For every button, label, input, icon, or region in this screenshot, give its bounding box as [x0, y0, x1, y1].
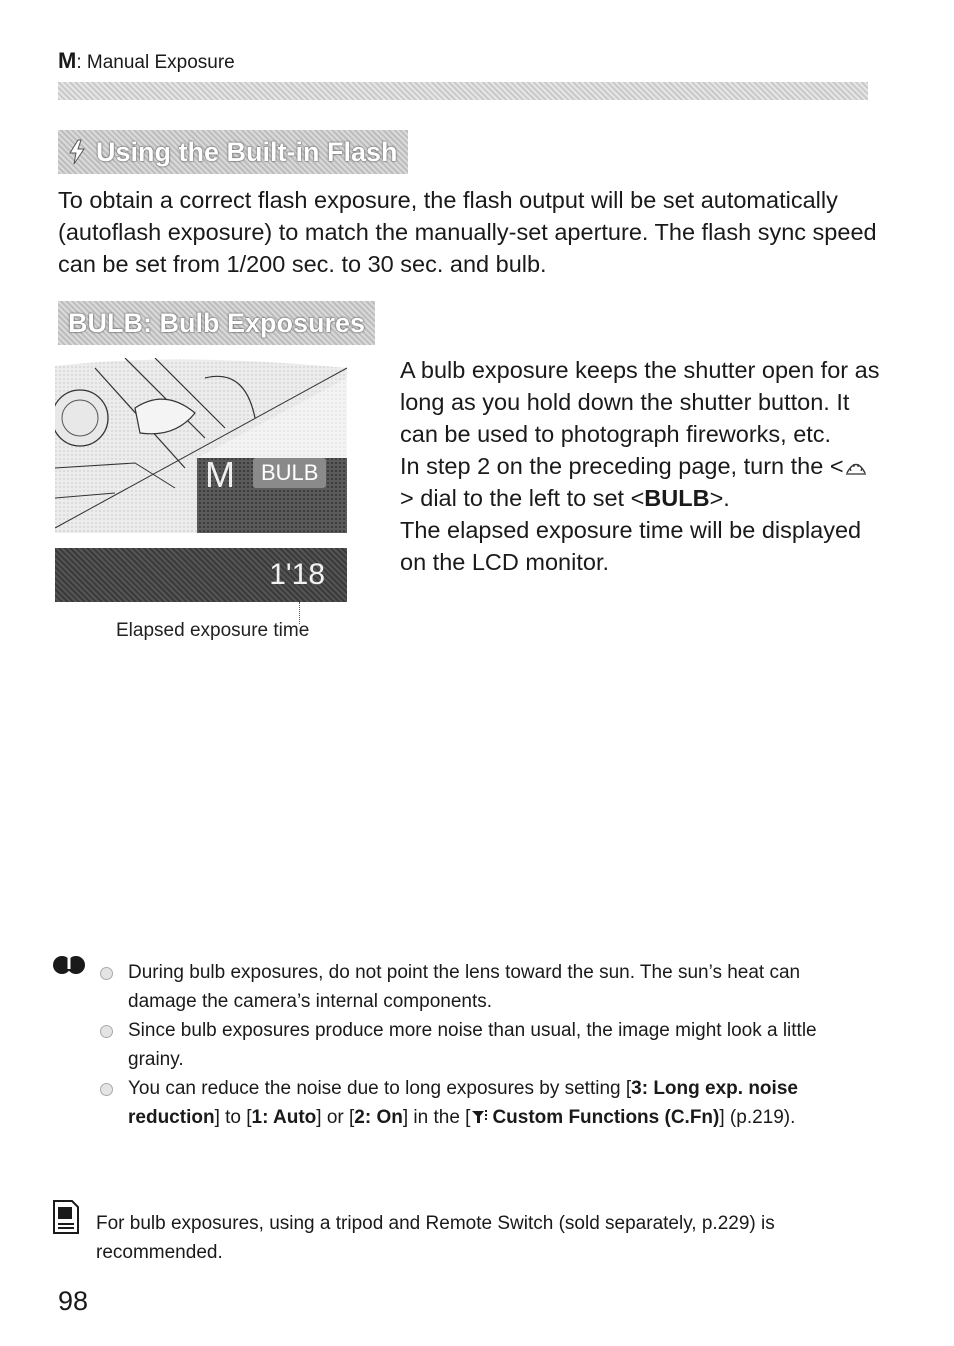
- running-header: [58, 48, 235, 74]
- flash-icon: [68, 139, 86, 165]
- caution-icon: [52, 950, 86, 980]
- section-heading-flash: [58, 130, 408, 174]
- bulb-line-2-post: >.: [709, 485, 730, 511]
- caution-text: Since bulb exposures produce more noise than usual, the image might look a little grainy.: [128, 1020, 817, 1070]
- bulb-setting: BULB: [644, 485, 710, 511]
- bulb-display: BULB: [253, 458, 326, 488]
- option-auto: 1: Auto: [251, 1107, 317, 1128]
- bulb-line-2-mid: > dial to the left to set <: [400, 485, 645, 511]
- bullet-icon: [100, 1083, 113, 1096]
- bullet-icon: [100, 967, 113, 980]
- bulb-line-1: A bulb exposure keeps the shutter open for as long as you hold down the shutter button. It can be used to photograph fireworks, etc.: [400, 357, 880, 447]
- camera-illustration: [55, 358, 347, 533]
- caution-text: During bulb exposures, do not point the lens toward the sun. The sun’s heat can damage the camera’s internal components.: [128, 962, 801, 1012]
- caution-text: ] (p.219).: [719, 1107, 796, 1128]
- caution-item: [100, 1016, 860, 1074]
- mode-display: M: [205, 454, 235, 495]
- bulb-line-2: [400, 450, 880, 514]
- section-heading-bulb: [58, 301, 375, 345]
- header-title: : Manual Exposure: [76, 52, 235, 73]
- bulb-line-2-pre: In step 2 on the preceding page, turn the <: [400, 453, 844, 479]
- bulb-heading-text: BULB: Bulb Exposures: [68, 307, 366, 338]
- option-on: 2: On: [354, 1107, 403, 1128]
- caution-text: You can reduce the noise due to long exposures by setting [: [128, 1078, 632, 1099]
- custom-functions-icon: [470, 1108, 488, 1126]
- lcd-time-value: 1'18: [269, 558, 325, 591]
- camera-drawing: [55, 358, 347, 533]
- caution-text: ] or [: [316, 1107, 355, 1128]
- main-dial-icon: [844, 458, 868, 476]
- menu-long-exp-nr: 3: Long exp. noise reduction: [128, 1078, 798, 1128]
- caution-item: [100, 1074, 860, 1132]
- caution-text: ] in the [: [402, 1107, 471, 1128]
- bulb-paragraph: [400, 354, 880, 578]
- page-number: 98: [58, 1286, 89, 1316]
- caution-notes: [100, 958, 860, 1132]
- figure-caption: Elapsed exposure time: [116, 620, 310, 641]
- lcd-elapsed-time: [55, 548, 347, 602]
- caution-text: ] to [: [214, 1107, 252, 1128]
- memo-icon: [52, 1199, 80, 1235]
- memo-text: For bulb exposures, using a tripod and Remote Switch (sold separately, p.229) is recommended.: [96, 1213, 775, 1263]
- menu-custom-functions: Custom Functions (C.Fn): [492, 1107, 720, 1128]
- flash-paragraph: To obtain a correct flash exposure, the flash output will be set automatically (autoflash exposure) to match the manually-set aperture. The flash sync speed can be set from 1/200 sec. to 30 sec. and bulb.: [58, 187, 877, 277]
- flash-heading-text: Using the Built-in Flash: [96, 136, 398, 167]
- bulb-line-3: The elapsed exposure time will be displayed on the LCD monitor.: [400, 517, 862, 575]
- caution-item: [100, 958, 860, 1016]
- header-rule: [58, 82, 868, 100]
- mode-letter: M: [58, 48, 77, 73]
- bullet-icon: [100, 1025, 113, 1038]
